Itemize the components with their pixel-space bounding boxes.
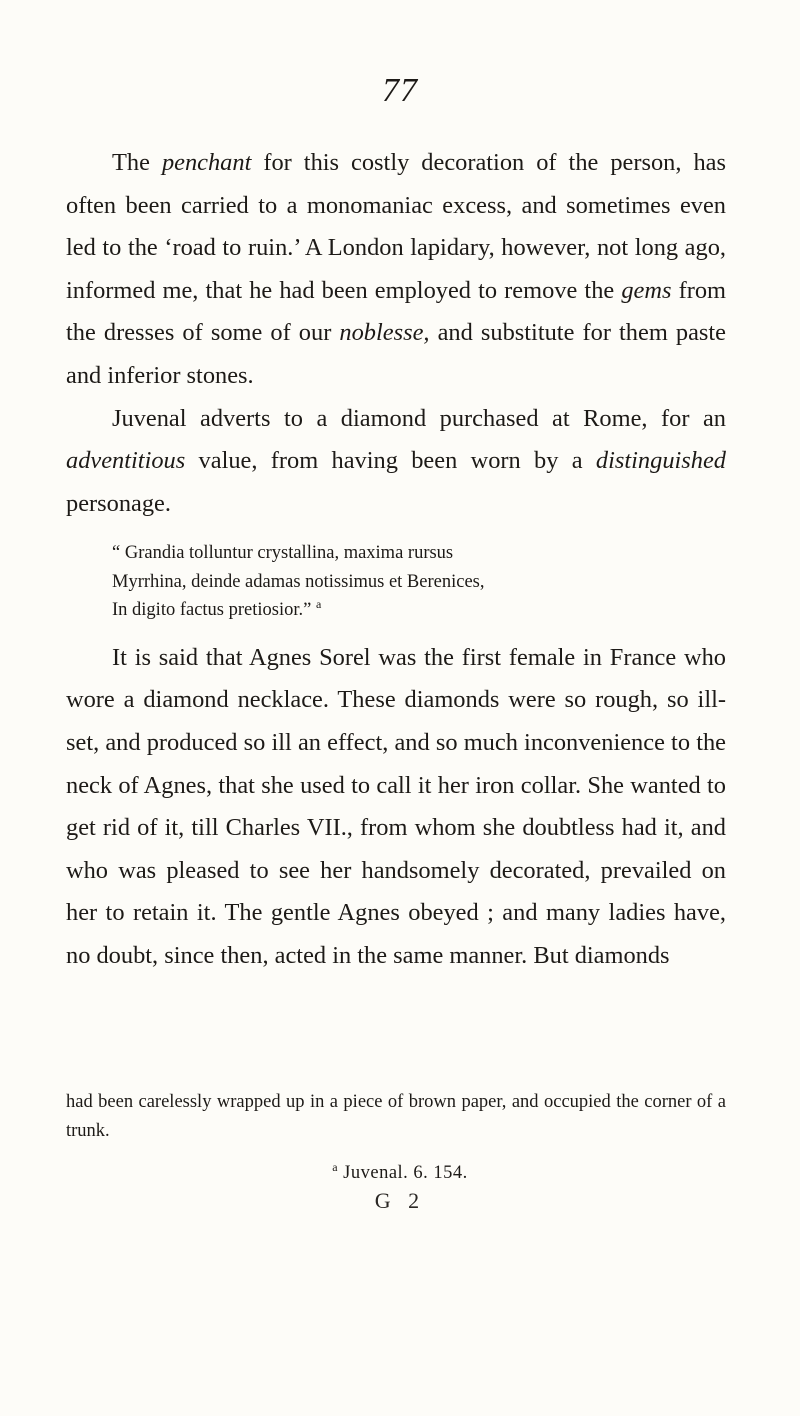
quote-line-3-text: In digito factus pretiosior.”	[112, 600, 316, 621]
signature-mark: G 2	[374, 1188, 426, 1213]
text-run: value, from having been worn by a	[185, 447, 596, 475]
text-run: The	[112, 149, 162, 176]
quote-line-2: Myrrhina, deinde adamas notissimus et Berenices,	[112, 571, 485, 592]
text-run: for this costly decoration of the person, has often been carried to a monomaniac excess, and sometimes even led to the ‘road to ruin.’ A London lapidary, however, not long ago, informed me, that he had been employed to remove the	[66, 149, 726, 304]
italic-adventitious: adventitious	[66, 447, 186, 475]
footnote-marker: a	[315, 597, 322, 612]
text-run: from the dresses of some of our	[66, 276, 727, 347]
italic-noblesse: noblesse,	[339, 319, 430, 347]
paragraph-penchant	[66, 142, 726, 398]
footnote-marker: a	[332, 1159, 339, 1174]
main-text	[66, 142, 726, 978]
italic-gems: gems	[621, 276, 672, 304]
quote-line-3	[112, 596, 726, 625]
continued-fragment: had been carelessly wrapped up in a piece of brown paper, and occupied the corner of a trunk.	[66, 1092, 726, 1141]
footnote-text: Juvenal. 6. 154.	[338, 1163, 468, 1183]
page-number: 77	[382, 72, 418, 109]
text-run: and substitute for them paste and inferior stones.	[66, 319, 726, 389]
text-run: personage.	[66, 489, 171, 517]
italic-distinguished: distinguished	[595, 447, 726, 475]
quote-line-1: “ Grandia tolluntur crystallina, maxima rursus	[112, 543, 454, 564]
paragraph-juvenal	[66, 398, 726, 526]
italic-penchant: penchant	[161, 149, 252, 176]
latin-quotation	[66, 539, 726, 625]
paragraph-agnes-sorel: It is said that Agnes Sorel was the first female in France who wore a diamond necklace. These diamonds were so rough, so ill-set, and produced so ill an effect, and so much inconvenience to the neck of Agnes, that she used to call it her iron collar. She wanted to get rid of it, till Charles VII., from whom she doubtless had it, and who was pleased to see her handsomely decorated, prevailed on her to retain it. The gentle Agnes obeyed ; and many ladies have, no doubt, since then, acted in the same manner. But diamonds	[66, 643, 726, 969]
text-run: Juvenal adverts to a diamond purchased at Rome, for an	[112, 404, 726, 432]
footnote	[0, 1159, 800, 1184]
